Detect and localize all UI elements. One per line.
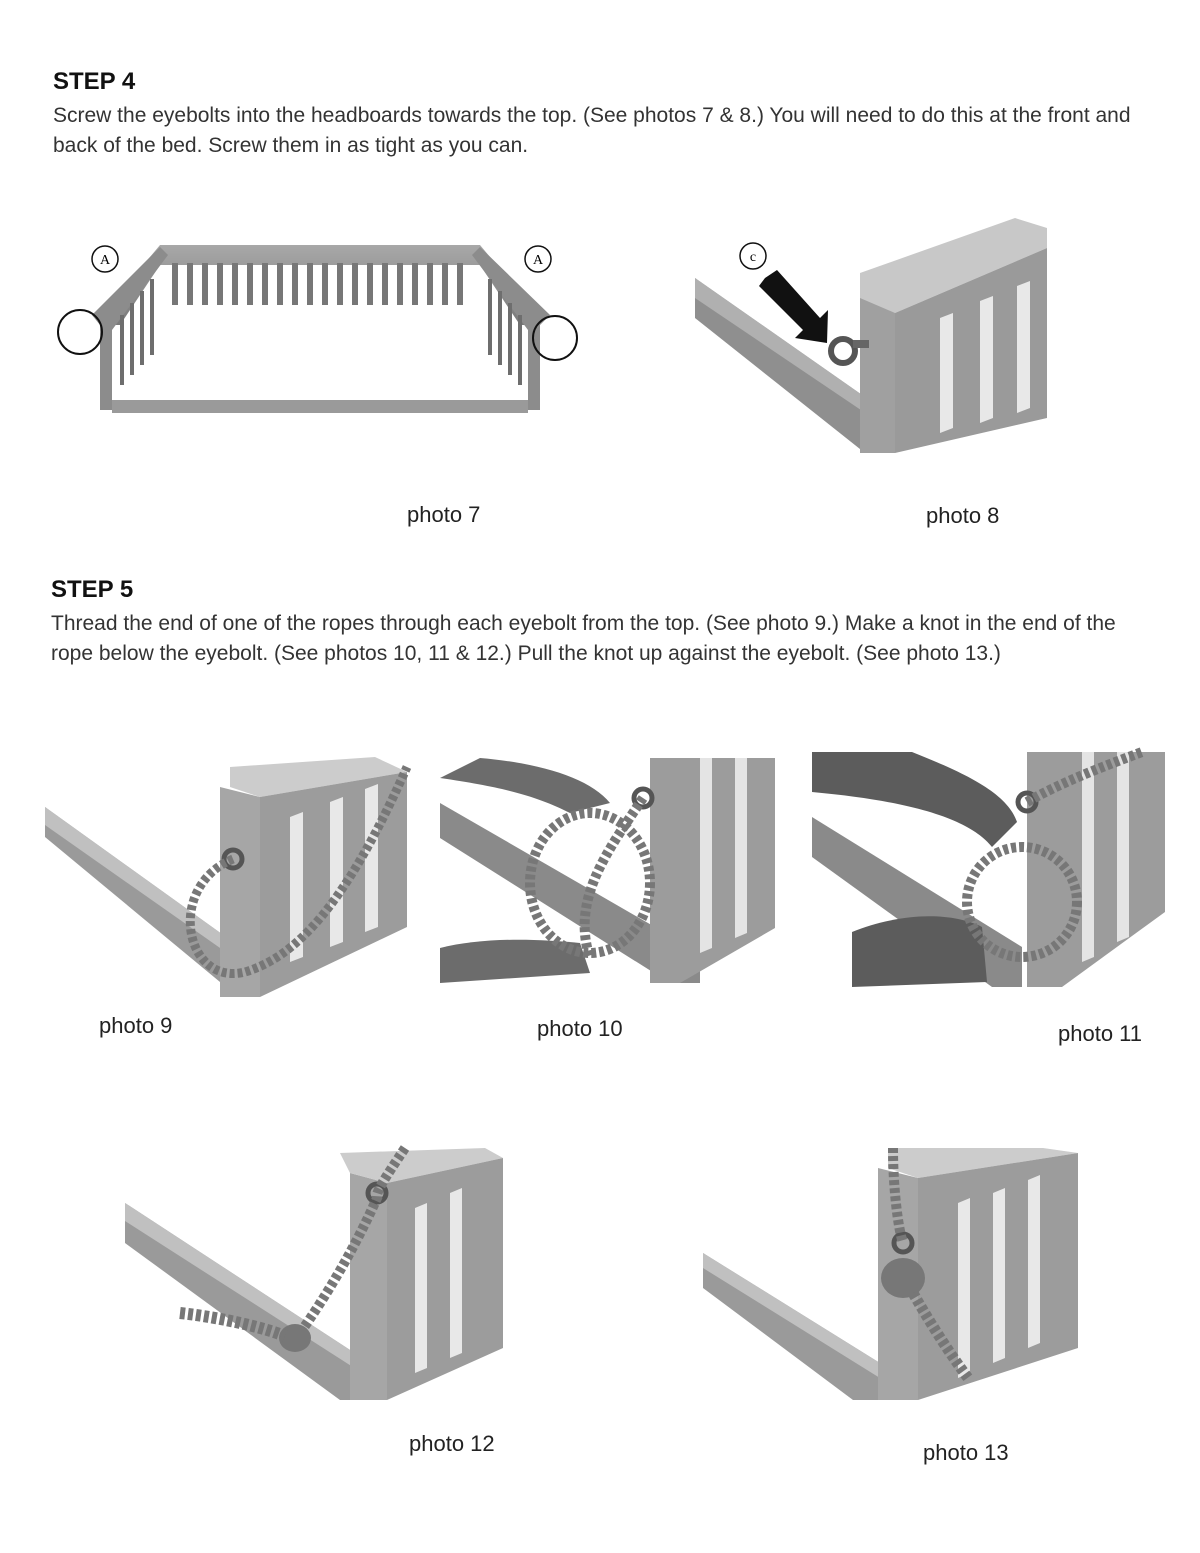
photo-9-rope-threading-image [45,757,410,997]
photo-7-caption: photo 7 [407,502,481,527]
step-5-instructions: Thread the end of one of the ropes through each eyebolt from the top. (See photo 9.) Make a knot in the end of the rope below the eyebolt. (See photos 10, 11 & 12.) Pull the knot up against the eyebolt. (See photo 13.) [51,612,1116,665]
photo-8-eyebolt-image [695,218,1050,453]
photo-7-bed-frame-image [50,235,590,425]
photo-8-caption: photo 8 [926,503,1000,528]
photo-12-knot-tied-image [125,1148,503,1400]
photo-9-caption: photo 9 [99,1013,173,1038]
step-5-heading: STEP 5 [51,576,134,603]
step-4-instructions: Screw the eyebolts into the headboards towards the top. (See photos 7 & 8.) You will need to do this at the front and back of the bed. Screw them in as tight as you can. [53,104,1131,157]
photo-11-knot-looping-image [812,752,1165,987]
photo-13-knot-pulled-up-image [703,1148,1078,1400]
photo-13-caption: photo 13 [923,1440,1009,1465]
photo-10-knot-forming-image [440,758,775,983]
photo-7-label-left: A [99,253,111,268]
photo-12-caption: photo 12 [409,1431,495,1456]
photo-8-label: c [749,250,757,265]
step-4-heading: STEP 4 [53,68,136,95]
photo-11-caption: photo 11 [1058,1021,1143,1046]
photo-7-label-right: A [532,253,544,268]
photo-10-caption: photo 10 [537,1016,623,1041]
